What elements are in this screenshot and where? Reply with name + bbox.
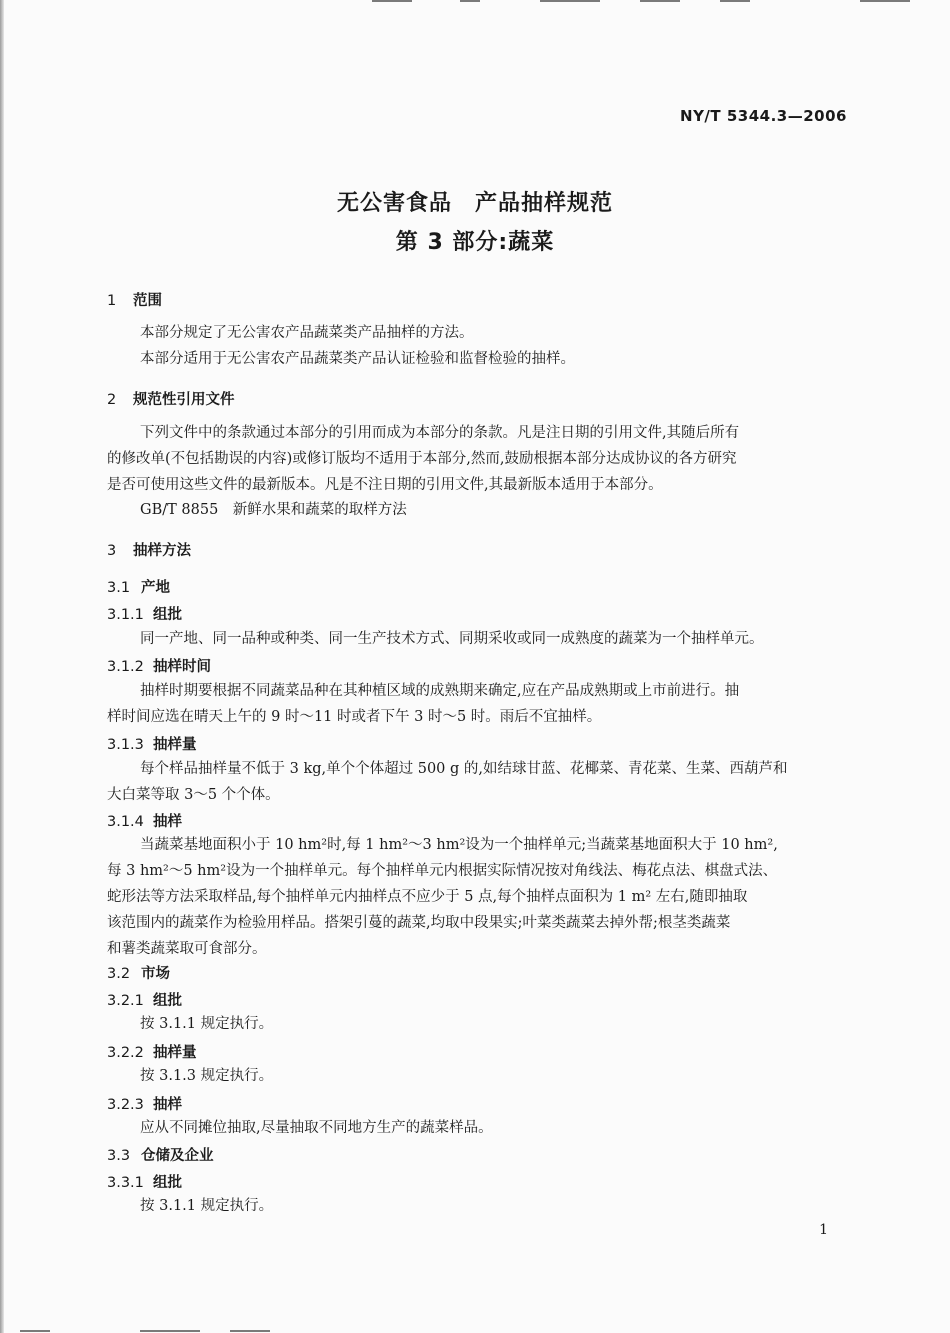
paragraph-line: 按 3.1.1 规定执行。 (140, 1016, 274, 1032)
subsection-heading (107, 1041, 197, 1062)
paragraph: 本部分适用于无公害农产品蔬菜类产品认证检验和监督检验的抽样。 (140, 351, 575, 367)
section-title: 仓储及企业 (141, 1148, 214, 1164)
section-title: 抽样 (153, 814, 182, 830)
section-title: 产地 (141, 580, 170, 596)
scan-artifact (640, 0, 680, 2)
section-title: 市场 (141, 966, 170, 982)
section-number: 3.1 (107, 580, 131, 596)
scan-artifact (140, 1330, 200, 1332)
document-subtitle: 第 3 部分:蔬菜 (395, 230, 555, 255)
paragraph-line: 每个样品抽样量不低于 3 kg,单个个体超过 500 g 的,如结球甘蓝、花椰菜、青花菜、生菜、西葫芦和 (140, 761, 788, 777)
paragraph-line: 大白菜等取 3～5 个个体。 (107, 787, 280, 803)
subsection-heading (107, 989, 182, 1010)
scan-artifact (20, 1330, 50, 1332)
section-title: 抽样时间 (153, 659, 211, 675)
section-number: 3.1.3 (107, 737, 144, 753)
section-heading (107, 388, 235, 409)
section-title: 抽样 (153, 1097, 182, 1113)
subsection-heading (107, 810, 182, 831)
subsection-heading (107, 733, 197, 754)
section-heading (107, 289, 162, 310)
section-number: 3.2 (107, 966, 131, 982)
section-heading (107, 539, 191, 560)
section-number: 3.1.4 (107, 814, 144, 830)
page-number: 1 (819, 1222, 828, 1238)
section-number: 2 (107, 392, 117, 408)
section-title: 范围 (133, 293, 162, 309)
scan-artifact (372, 0, 412, 2)
section-number: 3.3.1 (107, 1175, 144, 1191)
section-number: 3.2.3 (107, 1097, 144, 1113)
scan-artifact (230, 1330, 270, 1332)
section-title: 组批 (153, 993, 182, 1009)
scan-artifact (860, 0, 910, 2)
paragraph-line: 和薯类蔬菜取可食部分。 (107, 941, 267, 957)
section-title: 组批 (153, 607, 182, 623)
section-number: 1 (107, 293, 117, 309)
section-number: 3.1.2 (107, 659, 144, 675)
paragraph-line: 蛇形法等方法采取样品,每个抽样单元内抽样点不应少于 5 点,每个抽样点面积为 1 m² 左右,随即抽取 (107, 889, 748, 905)
paragraph: 本部分规定了无公害农产品蔬菜类产品抽样的方法。 (140, 325, 474, 341)
section-title: 抽样方法 (133, 543, 191, 559)
paragraph-line: 每 3 hm²～5 hm²设为一个抽样单元。每个抽样单元内根据实际情况按对角线法、梅花点法、棋盘式法、 (107, 863, 778, 879)
scan-artifact (460, 0, 480, 2)
paragraph-line: 按 3.1.1 规定执行。 (140, 1198, 274, 1214)
reference-entry: GB/T 8855 新鲜水果和蔬菜的取样方法 (140, 502, 407, 518)
section-title: 抽样量 (153, 737, 197, 753)
subsection-heading (107, 1171, 182, 1192)
subsection-heading (107, 603, 182, 624)
paragraph-line: 应从不同摊位抽取,尽量抽取不同地方生产的蔬菜样品。 (140, 1120, 493, 1136)
section-number: 3.1.1 (107, 607, 144, 623)
section-number: 3.2.1 (107, 993, 144, 1009)
subsection-heading (107, 1144, 214, 1165)
standard-number: NY/T 5344.3—2006 (680, 107, 847, 125)
paragraph-line: 下列文件中的条款通过本部分的引用而成为本部分的条款。凡是注日期的引用文件,其随后所有 (140, 425, 740, 441)
paragraph-line: 抽样时期要根据不同蔬菜品种在其种植区域的成熟期来确定,应在产品成熟期或上市前进行。抽 (140, 683, 740, 699)
subsection-heading (107, 655, 211, 676)
section-title: 抽样量 (153, 1045, 197, 1061)
document-title: 无公害食品 产品抽样规范 (336, 191, 613, 216)
subsection-heading (107, 962, 170, 983)
scan-artifact (720, 0, 750, 2)
scan-artifact (540, 0, 600, 2)
section-number: 3 (107, 543, 117, 559)
section-title: 组批 (153, 1175, 182, 1191)
section-title: 规范性引用文件 (133, 392, 235, 408)
paragraph-line: 样时间应选在晴天上午的 9 时～11 时或者下午 3 时～5 时。雨后不宜抽样。 (107, 709, 602, 725)
section-number: 3.2.2 (107, 1045, 144, 1061)
paragraph-line: 该范围内的蔬菜作为检验用样品。搭架引蔓的蔬菜,均取中段果实;叶菜类蔬菜去掉外帮;根茎类蔬菜 (107, 915, 731, 931)
paragraph-line: 的修改单(不包括勘误的内容)或修订版均不适用于本部分,然而,鼓励根据本部分达成协议的各方研究 (107, 451, 737, 467)
section-number: 3.3 (107, 1148, 131, 1164)
subsection-heading (107, 576, 170, 597)
paragraph-line: 按 3.1.3 规定执行。 (140, 1068, 274, 1084)
paragraph-line: 当蔬菜基地面积小于 10 hm²时,每 1 hm²～3 hm²设为一个抽样单元;当蔬菜基地面积大于 10 hm², (140, 837, 778, 853)
paragraph-line: 是否可使用这些文件的最新版本。凡是不注日期的引用文件,其最新版本适用于本部分。 (107, 477, 663, 493)
subsection-heading (107, 1093, 182, 1114)
paragraph-line: 同一产地、同一品种或种类、同一生产技术方式、同期采收或同一成熟度的蔬菜为一个抽样单元。 (140, 631, 764, 647)
